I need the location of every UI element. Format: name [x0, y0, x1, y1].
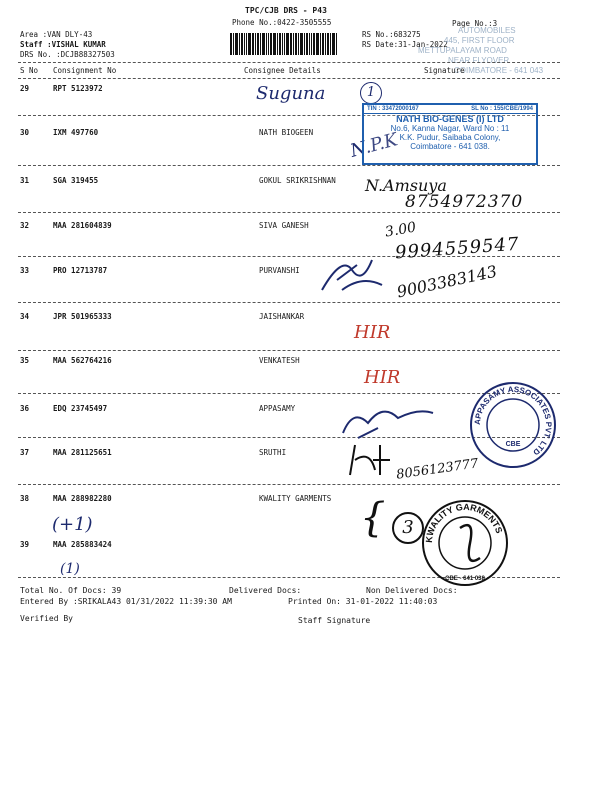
seal-city: CBE - 641 038	[445, 576, 485, 582]
row-consignee: PURVANSHI	[259, 266, 300, 275]
handwritten-brace: {	[360, 495, 386, 541]
stamp-line: AUTOMOBILES	[458, 26, 516, 35]
stamp-address: Coimbatore - 641 038.	[410, 142, 490, 151]
phone-number: Phone No.:0422-3505555	[232, 18, 332, 27]
handwritten-scribble-signature	[312, 250, 392, 300]
handwritten-mark: 3.00	[383, 219, 418, 241]
row-consignee: JAISHANKAR	[259, 312, 305, 321]
row-consignment: MAA 288982280	[53, 494, 112, 503]
page-number: Page No.:3	[452, 19, 498, 28]
stamp-line: COIMBATORE - 641 043	[454, 66, 544, 75]
handwritten-mark: (+1)	[52, 514, 93, 535]
stamp-address: No.6, Kanna Nagar, Ward No : 11	[390, 124, 510, 133]
row-consignment: MAA 562764216	[53, 356, 112, 365]
handwritten-mark: HIR	[364, 367, 401, 388]
seal-text: APPASAMY ASSOCIATES PVT. LTD	[472, 384, 554, 457]
stamp-line: METTUPALAYAM ROAD	[418, 46, 507, 55]
handwritten-signature: Suguna	[256, 83, 326, 104]
stamp-company-name: NATH BIO-GENES (I) LTD	[396, 114, 504, 124]
row-sno: 39	[20, 540, 30, 549]
row-sno: 38	[20, 494, 30, 503]
divider	[18, 78, 560, 79]
staff-signature: Staff Signature	[298, 616, 371, 625]
row-consignment: PRO 12713787	[53, 266, 108, 275]
handwritten-circle-mark: 3	[392, 512, 424, 544]
svg-text:KWALITY GARMENTS	[424, 502, 504, 543]
handwritten-phone: 8056123777	[395, 456, 480, 483]
row-consignee: NATH BIOGEEN	[259, 128, 314, 137]
seal-city: CBE	[505, 441, 521, 448]
row-consignee: VENKATESH	[259, 356, 300, 365]
row-consignment: EDQ 23745497	[53, 404, 108, 413]
round-seal-stamp	[420, 498, 510, 588]
divider	[18, 350, 560, 351]
row-sno: 37	[20, 448, 30, 457]
entered-by: Entered By :SRIKALA43 01/31/2022 11:39:30 AM	[20, 597, 232, 606]
row-consignment: MAA 281125651	[53, 448, 112, 457]
column-sno: S No	[20, 66, 39, 75]
company-stamp	[362, 103, 538, 165]
row-consignment: JPR 501965333	[53, 312, 112, 321]
stamp-line: 445, FIRST FLOOR	[444, 36, 515, 45]
row-consignee: APPASAMY	[259, 404, 296, 413]
row-sno: 33	[20, 266, 30, 275]
rs-date: RS Date:31-Jan-2022	[362, 40, 448, 49]
row-consignment: IXM 497760	[53, 128, 99, 137]
row-sno: 34	[20, 312, 30, 321]
row-consignment: MAA 285883424	[53, 540, 112, 549]
divider	[18, 62, 560, 63]
column-consignee: Consignee Details	[244, 66, 321, 75]
handwritten-signature: N.P.K	[348, 129, 400, 162]
verified-by: Verified By	[20, 614, 73, 623]
column-signature: Signature	[424, 66, 465, 75]
non-delivered-docs: Non Delivered Docs:	[366, 586, 458, 595]
row-consignment: RPT 5123972	[53, 84, 103, 93]
handwritten-phone: 9003383143	[395, 261, 499, 302]
handwritten-name: N.Amsuya	[365, 176, 447, 195]
row-consignment: SGA 319455	[53, 176, 99, 185]
stamp-tin: TIN : 33472000167	[367, 106, 419, 112]
handwritten-signature	[338, 398, 438, 443]
handwritten-mark: (1)	[60, 561, 80, 577]
row-sno: 29	[20, 84, 30, 93]
total-docs: Total No. Of Docs: 39	[20, 586, 122, 595]
stamp-address: K.K. Pudur, Saibaba Colony,	[399, 133, 501, 142]
printed-on: Printed On: 31-01-2022 11:40:03	[288, 597, 438, 606]
handwritten-phone: 8754972370	[405, 192, 524, 212]
divider	[18, 165, 560, 166]
divider	[18, 484, 560, 485]
divider	[18, 302, 560, 303]
barcode-image	[230, 33, 358, 57]
divider	[18, 212, 560, 213]
drs-number: DRS No. :DCJB88327503	[20, 50, 115, 59]
row-sno: 31	[20, 176, 30, 185]
document-title: TPC/CJB DRS - P43	[245, 6, 327, 15]
row-sno: 36	[20, 404, 30, 413]
row-consignee: SRUTHI	[259, 448, 287, 457]
stamp-line: NEAR FLYOVER	[448, 56, 510, 65]
column-consignment: Consignment No	[53, 66, 117, 75]
row-consignee: KWALITY GARMENTS	[259, 494, 332, 503]
handwritten-mark: HIR	[354, 322, 391, 343]
handwritten-circle-mark: 1	[360, 82, 382, 104]
stamp-sl: SL No : 155/CBE/1994	[471, 106, 533, 112]
row-sno: 35	[20, 356, 30, 365]
round-seal-stamp	[468, 380, 558, 470]
handwritten-phone: 9994559547	[394, 233, 521, 264]
rs-number: RS No.:683275	[362, 30, 421, 39]
seal-text: KWALITY GARMENTS	[423, 501, 505, 544]
row-sno: 30	[20, 128, 30, 137]
staff-field: Staff :VISHAL KUMAR	[20, 40, 106, 49]
row-consignee: GOKUL SRIKRISHNAN	[259, 176, 336, 185]
row-consignment: MAA 281604839	[53, 221, 112, 230]
row-sno: 32	[20, 221, 30, 230]
delivered-docs: Delivered Docs:	[229, 586, 302, 595]
row-consignee: SIVA GANESH	[259, 221, 309, 230]
area-field: Area :VAN DLY-43	[20, 30, 93, 39]
